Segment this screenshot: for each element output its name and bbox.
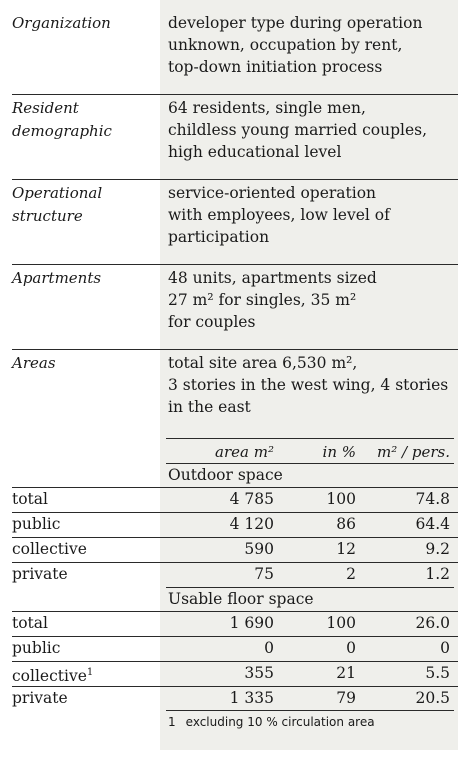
footnote-marker: 1 <box>86 667 94 678</box>
footnote-number: 1 <box>168 715 176 729</box>
cell-area: 1 335 <box>229 689 274 707</box>
cell-per-person: 9.2 <box>425 540 450 558</box>
footnote-text: excluding 10 % circulation area <box>185 715 375 729</box>
cell-percent: 21 <box>336 664 356 682</box>
divider <box>12 264 458 265</box>
cell-per-person: 64.4 <box>415 515 450 533</box>
cell-per-person: 1.2 <box>425 565 450 583</box>
cell-percent: 0 <box>346 639 356 657</box>
row-value: total site area 6,530 m², 3 stories in the west wing, 4 stories in the east <box>168 354 449 416</box>
cell-percent: 79 <box>336 689 356 707</box>
cell-area: 0 <box>264 639 274 657</box>
row-label: Areas <box>12 354 56 372</box>
cell-per-person: 5.5 <box>425 664 450 682</box>
header-percent: in % <box>322 443 356 461</box>
row-name: collective$^1$ <box>12 667 94 686</box>
header-per-person: m² / pers. <box>377 443 450 461</box>
row-name: public <box>12 515 61 533</box>
row-value: 48 units, apartments sized 27 m² for singles, 35 m² for couples <box>168 269 377 331</box>
cell-area: 590 <box>244 540 274 558</box>
row-label: Resident demographic <box>12 99 112 140</box>
divider <box>12 349 458 350</box>
section-title-usable: Usable floor space <box>168 590 314 608</box>
cell-percent: 2 <box>346 565 356 583</box>
row-name: public <box>12 639 61 657</box>
cell-per-person: 74.8 <box>415 490 450 508</box>
section-title-outdoor: Outdoor space <box>168 466 283 484</box>
row-name: private <box>12 565 68 583</box>
row-label: Organization <box>12 14 111 32</box>
divider <box>12 94 458 95</box>
row-name: private <box>12 689 68 707</box>
cell-area: 1 690 <box>229 614 274 632</box>
cell-area: 75 <box>254 565 274 583</box>
cell-per-person: 20.5 <box>415 689 450 707</box>
table-bottom-rule <box>166 710 454 711</box>
cell-area: 355 <box>244 664 274 682</box>
row-name: total <box>12 490 48 508</box>
cell-percent: 86 <box>336 515 356 533</box>
divider <box>12 179 458 180</box>
cell-percent: 12 <box>336 540 356 558</box>
table-header-rule <box>166 438 454 439</box>
row-name: total <box>12 614 48 632</box>
footnote <box>168 714 375 730</box>
row-value: 64 residents, single men, childless young married couples, high educational level <box>168 99 428 161</box>
row-label: Operational structure <box>12 184 103 225</box>
row-label: Apartments <box>12 269 102 287</box>
cell-percent: 100 <box>326 490 356 508</box>
cell-area: 4 785 <box>229 490 274 508</box>
cell-per-person: 0 <box>440 639 450 657</box>
cell-percent: 100 <box>326 614 356 632</box>
row-name: collective <box>12 540 87 558</box>
cell-area: 4 120 <box>229 515 274 533</box>
cell-per-person: 26.0 <box>415 614 450 632</box>
row-value: service-oriented operation with employees, low level of participation <box>168 184 390 246</box>
header-area: area m² <box>215 443 274 461</box>
row-value: developer type during operation unknown, occupation by rent, top-down initiation process <box>168 14 423 76</box>
